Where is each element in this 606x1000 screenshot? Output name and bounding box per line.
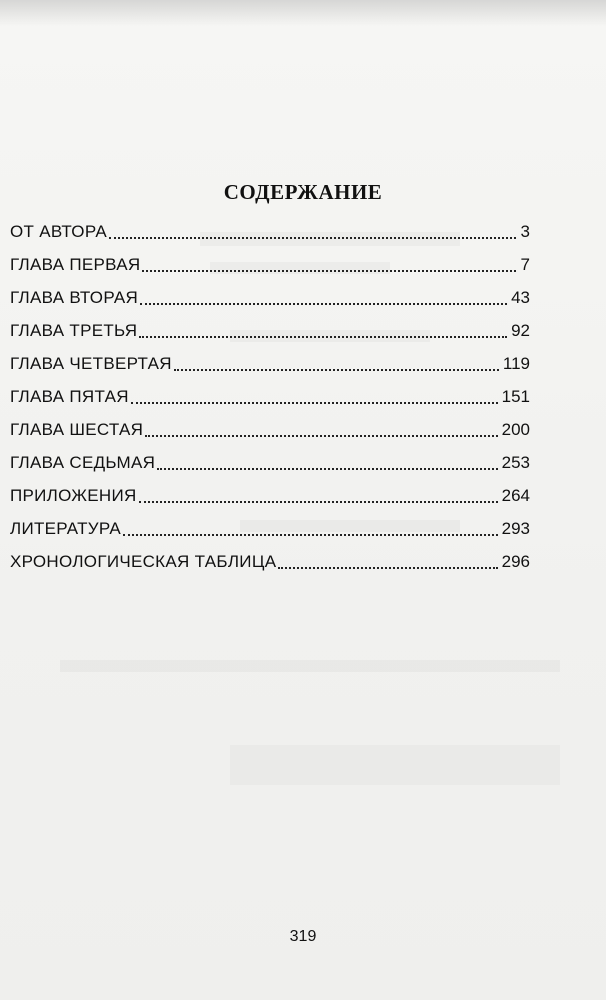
page-title: СОДЕРЖАНИЕ bbox=[223, 180, 383, 205]
toc-entry-page: 3 bbox=[520, 222, 530, 241]
dot-leader bbox=[278, 567, 497, 569]
toc-entry bbox=[10, 540, 530, 573]
toc-entry bbox=[10, 507, 530, 540]
dot-leader bbox=[142, 270, 516, 272]
toc-entry-title: ЛИТЕРАТУРА bbox=[10, 519, 122, 538]
dot-leader bbox=[109, 237, 516, 239]
toc-entry-title: ГЛАВА ТРЕТЬЯ bbox=[10, 321, 138, 340]
toc-entry bbox=[10, 210, 530, 243]
toc-entry-title: ГЛАВА ЧЕТВЕРТАЯ bbox=[10, 354, 172, 373]
toc-entry bbox=[10, 408, 530, 441]
page-edge-shadow bbox=[0, 0, 606, 26]
bleed-through-texture bbox=[230, 745, 560, 785]
dot-leader bbox=[145, 435, 497, 437]
toc-entry-page: 43 bbox=[511, 288, 530, 307]
toc-entry-page: 296 bbox=[501, 552, 530, 571]
toc-entry-title: ГЛАВА ВТОРАЯ bbox=[10, 288, 139, 307]
toc-entry bbox=[10, 474, 530, 507]
toc-entry-page: 264 bbox=[501, 486, 530, 505]
toc-entry-page: 200 bbox=[501, 420, 530, 439]
toc-entry-title: ПРИЛОЖЕНИЯ bbox=[10, 486, 137, 505]
dot-leader bbox=[139, 336, 507, 338]
toc-entry-page: 92 bbox=[511, 321, 530, 340]
toc-entry-title: ХРОНОЛОГИЧЕСКАЯ ТАБЛИЦА bbox=[10, 552, 277, 571]
toc-entry bbox=[10, 342, 530, 375]
toc-entry-page: 293 bbox=[501, 519, 530, 538]
dot-leader bbox=[131, 402, 498, 404]
toc-entry-page: 253 bbox=[501, 453, 530, 472]
toc-entry-title: ОТ АВТОРА bbox=[10, 222, 107, 241]
toc-entry-page: 7 bbox=[520, 255, 530, 274]
toc-entry bbox=[10, 441, 530, 474]
bleed-through-texture bbox=[60, 660, 560, 672]
dot-leader bbox=[157, 468, 497, 470]
toc-entry-title: ГЛАВА ШЕСТАЯ bbox=[10, 420, 144, 439]
toc-entry-page: 151 bbox=[501, 387, 530, 406]
dot-leader bbox=[139, 501, 498, 503]
dot-leader bbox=[140, 303, 507, 305]
toc-entry-title: ГЛАВА ПЕРВАЯ bbox=[10, 255, 141, 274]
toc-entry-title: ГЛАВА ПЯТАЯ bbox=[10, 387, 129, 406]
dot-leader bbox=[174, 369, 499, 371]
page-number: 319 bbox=[289, 928, 317, 945]
table-of-contents bbox=[10, 210, 530, 573]
dot-leader bbox=[123, 534, 498, 536]
toc-entry-title: ГЛАВА СЕДЬМАЯ bbox=[10, 453, 156, 472]
toc-entry bbox=[10, 309, 530, 342]
toc-entry bbox=[10, 243, 530, 276]
toc-entry-page: 119 bbox=[502, 354, 530, 373]
toc-entry bbox=[10, 276, 530, 309]
toc-entry bbox=[10, 375, 530, 408]
